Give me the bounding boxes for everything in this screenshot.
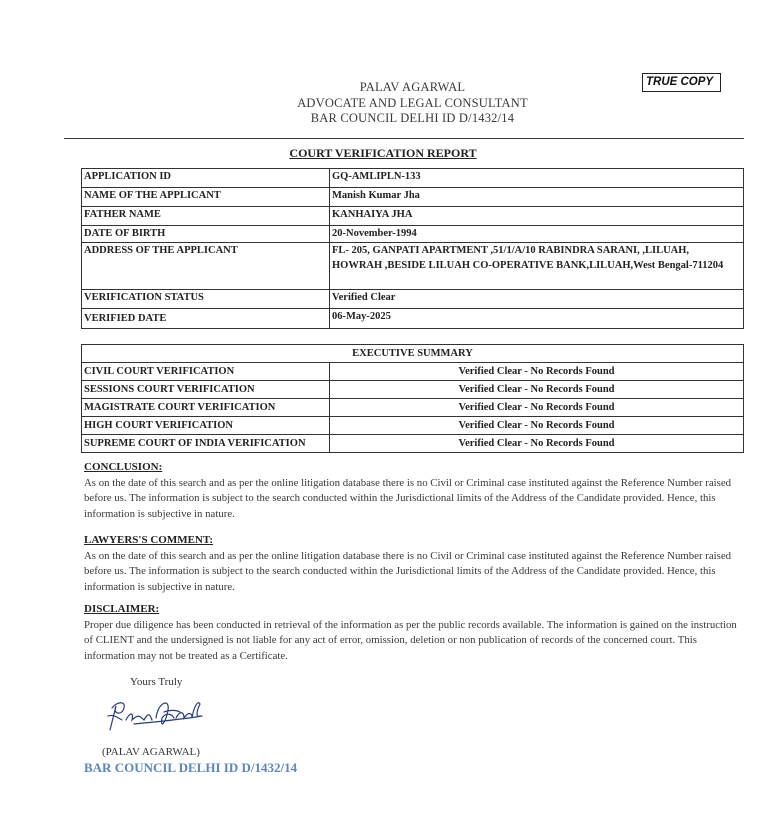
detail-value: 06-May-2025	[330, 309, 744, 329]
advocate-title: ADVOCATE AND LEGAL CONSULTANT	[297, 95, 528, 110]
advocate-name: PALAV AGARWAL	[359, 80, 466, 94]
table-row	[82, 290, 744, 309]
summary-value: Verified Clear - No Records Found	[330, 399, 744, 417]
table-row	[82, 226, 744, 243]
detail-value: 20-November-1994	[330, 226, 744, 243]
conclusion-section	[84, 460, 744, 522]
disclaimer-heading: DISCLAIMER:	[84, 603, 160, 615]
summary-value: Verified Clear - No Records Found	[330, 363, 744, 381]
executive-summary-table	[81, 344, 744, 453]
detail-label: VERIFICATION STATUS	[82, 290, 330, 309]
detail-label: VERIFIED DATE	[82, 309, 330, 329]
detail-value: Manish Kumar Jha	[330, 188, 744, 207]
lawyers-comment-heading: LAWYERS'S COMMENT:	[84, 534, 214, 546]
detail-value: Verified Clear	[330, 290, 744, 309]
detail-label: APPLICATION ID	[82, 169, 330, 188]
signatory-name: (PALAV AGARWAL)	[102, 746, 200, 758]
summary-heading: EXECUTIVE SUMMARY	[82, 345, 744, 363]
salutation: Yours Truly	[130, 676, 183, 688]
table-row	[82, 435, 744, 453]
summary-label: SESSIONS COURT VERIFICATION	[82, 381, 330, 399]
summary-label: SUPREME COURT OF INDIA VERIFICATION	[82, 435, 330, 453]
table-row	[82, 363, 744, 381]
detail-label: FATHER NAME	[82, 207, 330, 226]
summary-label: MAGISTRATE COURT VERIFICATION	[82, 399, 330, 417]
advocate-bar-id: BAR COUNCIL DELHI ID D/1432/14	[310, 111, 515, 125]
signatory-bar-id: BAR COUNCIL DELHI ID D/1432/14	[84, 760, 298, 775]
table-row	[82, 381, 744, 399]
disclaimer-text: Proper due diligence has been conducted in retrieval of the information as per the public records available. The information is gained on the instruction of CLIENT and the undersigned is not liable for any act of error, omission, deletion or non publication of records of the concerned court. This information may not be treated as a Certificate.	[84, 618, 737, 662]
table-row	[82, 207, 744, 226]
table-row	[82, 309, 744, 329]
detail-label: NAME OF THE APPLICANT	[82, 188, 330, 207]
lawyers-comment-text: As on the date of this search and as per the online litigation database there is no Civil or Criminal case instituted against the Reference Number raised before us. The information is subject to the search conducted within the Jurisdictional limits of the Address of the Candidate provided. Hence, this information is subjective in nature.	[84, 549, 732, 593]
table-row	[82, 243, 744, 290]
detail-label: ADDRESS OF THE APPLICANT	[82, 243, 330, 290]
report-title: COURT VERIFICATION REPORT	[289, 146, 477, 160]
detail-value: GQ-AMLIPLN-133	[330, 169, 744, 188]
summary-value: Verified Clear - No Records Found	[330, 381, 744, 399]
conclusion-heading: CONCLUSION:	[84, 461, 163, 473]
true-copy-stamp: TRUE COPY	[642, 73, 721, 92]
conclusion-text: As on the date of this search and as per the online litigation database there is no Civil or Criminal case instituted against the Reference Number raised before us. The information is subject to the search conducted within the Jurisdictional limits of the Address of the Candidate provided. Hence, this information is subjective in nature.	[84, 476, 732, 520]
table-row	[82, 188, 744, 207]
table-row	[82, 399, 744, 417]
summary-value: Verified Clear - No Records Found	[330, 417, 744, 435]
summary-label: HIGH COURT VERIFICATION	[82, 417, 330, 435]
summary-value: Verified Clear - No Records Found	[330, 435, 744, 453]
lawyers-comment-section	[84, 533, 744, 595]
table-row	[82, 345, 744, 363]
table-row	[82, 417, 744, 435]
summary-label: CIVIL COURT VERIFICATION	[82, 363, 330, 381]
detail-value: KANHAIYA JHA	[330, 207, 744, 226]
handwritten-signature	[104, 692, 208, 736]
detail-value: FL- 205, GANPATI APARTMENT ,51/1/A/10 RABINDRA SARANI, ,LILUAH, HOWRAH ,BESIDE LILUAH CO-OPERATIVE BANK,LILUAH,West Bengal-711204	[330, 243, 744, 290]
table-row	[82, 169, 744, 188]
header-divider	[64, 138, 744, 139]
disclaimer-section	[84, 602, 744, 664]
applicant-details-table	[81, 168, 744, 329]
detail-label: DATE OF BIRTH	[82, 226, 330, 243]
